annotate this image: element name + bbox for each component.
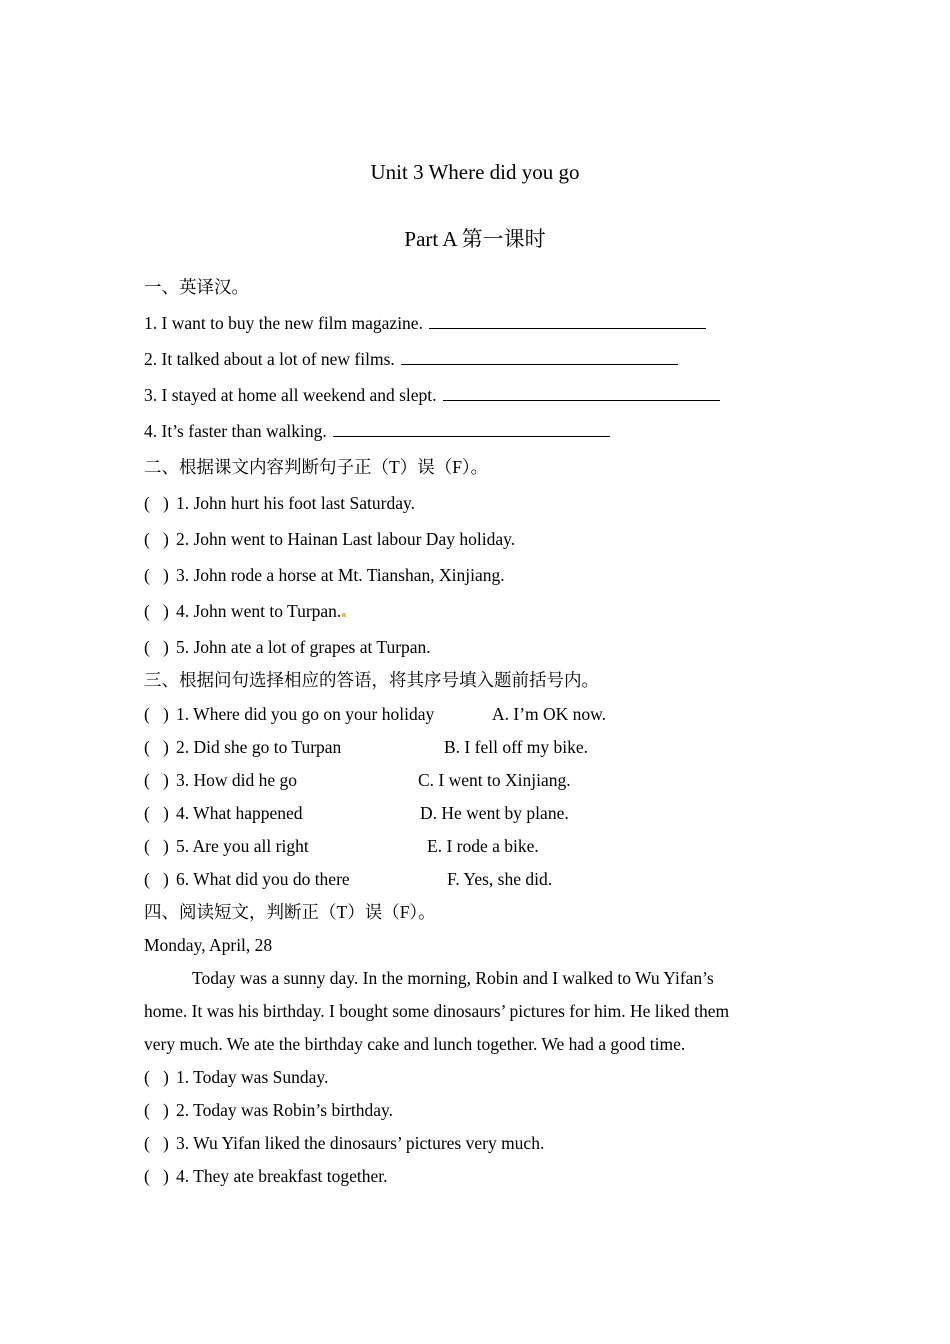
section3-heading: 三、根据问句选择相应的答语，将其序号填入题前括号内。 bbox=[144, 670, 599, 690]
section4-item-text: 3. Wu Yifan liked the dinosaurs’ pictures very much. bbox=[176, 1133, 545, 1153]
passage-line: very much. We ate the birthday cake and lunch together. We had a good time. bbox=[144, 1034, 686, 1054]
section4-item-text: 2. Today was Robin’s birthday. bbox=[176, 1100, 394, 1120]
passage-line: Today was a sunny day. In the morning, Robin and I walked to Wu Yifan’s bbox=[192, 968, 714, 988]
section3-question bbox=[144, 702, 434, 726]
section2-item bbox=[144, 527, 515, 551]
highlight-mark bbox=[342, 613, 346, 617]
answer-parenthesis[interactable]: ( ) bbox=[144, 565, 169, 585]
section1-item bbox=[144, 311, 706, 335]
section1-heading: 一、英译汉。 bbox=[144, 277, 249, 297]
section2-item-text: 3. John rode a horse at Mt. Tianshan, Xinjiang. bbox=[176, 565, 505, 585]
answer-blank[interactable] bbox=[333, 419, 610, 437]
section2-item bbox=[144, 563, 505, 587]
section2-item-text: 4. John went to Turpan. bbox=[176, 601, 342, 621]
answer-option: C. I went to Xinjiang. bbox=[418, 770, 571, 790]
section4-item bbox=[144, 1098, 393, 1122]
answer-parenthesis[interactable]: ( ) bbox=[144, 637, 169, 657]
section1-item bbox=[144, 419, 610, 443]
question-text: 1. Where did you go on your holiday bbox=[176, 704, 435, 724]
section3-question bbox=[144, 834, 309, 858]
answer-blank[interactable] bbox=[443, 383, 720, 401]
question-text: 4. What happened bbox=[176, 803, 303, 823]
answer-blank[interactable] bbox=[429, 311, 706, 329]
section1-item-text: 4. It’s faster than walking. bbox=[144, 421, 327, 441]
answer-option: F. Yes, she did. bbox=[447, 869, 553, 889]
section2-item-text: 2. John went to Hainan Last labour Day holiday. bbox=[176, 529, 516, 549]
section3-question bbox=[144, 867, 350, 891]
section1-item-text: 3. I stayed at home all weekend and slept. bbox=[144, 385, 437, 405]
answer-option: E. I rode a bike. bbox=[427, 836, 539, 856]
question-text: 3. How did he go bbox=[176, 770, 298, 790]
answer-parenthesis[interactable]: ( ) bbox=[144, 1166, 169, 1186]
answer-option: D. He went by plane. bbox=[420, 803, 569, 823]
answer-parenthesis[interactable]: ( ) bbox=[144, 1067, 169, 1087]
section2-item bbox=[144, 635, 431, 659]
section3-question bbox=[144, 768, 297, 792]
answer-option: B. I fell off my bike. bbox=[444, 737, 589, 757]
answer-option: A. I’m OK now. bbox=[492, 704, 607, 724]
passage-date: Monday, April, 28 bbox=[144, 935, 273, 955]
section3-question bbox=[144, 735, 341, 759]
section2-item bbox=[144, 491, 415, 515]
section1-item bbox=[144, 347, 678, 371]
section4-item-text: 1. Today was Sunday. bbox=[176, 1067, 329, 1087]
section2-item-text: 1. John hurt his foot last Saturday. bbox=[176, 493, 415, 513]
answer-parenthesis[interactable]: ( ) bbox=[144, 529, 169, 549]
answer-parenthesis[interactable]: ( ) bbox=[144, 770, 169, 790]
answer-parenthesis[interactable]: ( ) bbox=[144, 803, 169, 823]
page-subtitle: Part A 第一课时 bbox=[404, 227, 546, 251]
question-text: 5. Are you all right bbox=[176, 836, 309, 856]
answer-parenthesis[interactable]: ( ) bbox=[144, 704, 169, 724]
section4-item-text: 4. They ate breakfast together. bbox=[176, 1166, 388, 1186]
answer-blank[interactable] bbox=[401, 347, 678, 365]
answer-parenthesis[interactable]: ( ) bbox=[144, 737, 169, 757]
section4-item bbox=[144, 1164, 388, 1188]
section2-item-text: 5. John ate a lot of grapes at Turpan. bbox=[176, 637, 431, 657]
section4-item bbox=[144, 1065, 328, 1089]
answer-parenthesis[interactable]: ( ) bbox=[144, 1100, 169, 1120]
section1-item-text: 1. I want to buy the new film magazine. bbox=[144, 313, 423, 333]
section1-item bbox=[144, 383, 720, 407]
page-title: Unit 3 Where did you go bbox=[370, 160, 580, 184]
section4-item bbox=[144, 1131, 544, 1155]
section3-question bbox=[144, 801, 303, 825]
section2-heading: 二、根据课文内容判断句子正（T）误（F）。 bbox=[144, 457, 489, 477]
answer-parenthesis[interactable]: ( ) bbox=[144, 869, 169, 889]
section1-item-text: 2. It talked about a lot of new films. bbox=[144, 349, 395, 369]
section4-heading: 四、阅读短文，判断正（T）误（F）。 bbox=[144, 902, 436, 922]
question-text: 2. Did she go to Turpan bbox=[176, 737, 342, 757]
answer-parenthesis[interactable]: ( ) bbox=[144, 836, 169, 856]
question-text: 6. What did you do there bbox=[176, 869, 350, 889]
answer-parenthesis[interactable]: ( ) bbox=[144, 1133, 169, 1153]
passage-line: home. It was his birthday. I bought some dinosaurs’ pictures for him. He liked them bbox=[144, 1001, 730, 1021]
answer-parenthesis[interactable]: ( ) bbox=[144, 601, 169, 621]
section2-item bbox=[144, 599, 346, 623]
answer-parenthesis[interactable]: ( ) bbox=[144, 493, 169, 513]
